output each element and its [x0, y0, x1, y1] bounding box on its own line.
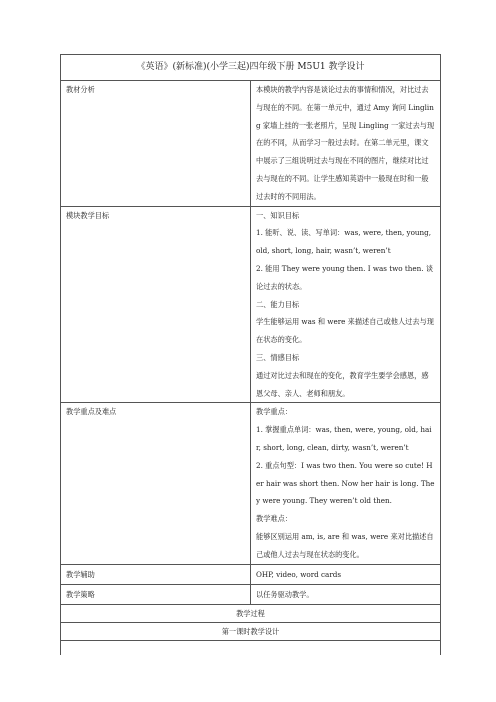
process-header-row: [61, 604, 441, 622]
goals-line-2: 1. 能听、说、读、写单词：was, were, then, young, old, short, long, hair, wasn’t, weren’t: [256, 228, 432, 256]
continuation-cell: [61, 640, 441, 655]
goals-line-4: 二、能力目标: [256, 299, 300, 309]
goals-content: [251, 206, 441, 403]
goals-line-1: 一、知识目标: [256, 210, 300, 220]
goals-line-6: 三、情感目标: [256, 352, 300, 362]
goals-label: 模块教学目标: [61, 206, 251, 403]
strategy-label: 教学策略: [61, 584, 251, 604]
key-points-row: [61, 403, 441, 564]
document-title: 《英语》(新标准)(小学三起)四年级下册 M5U1 教学设计: [61, 55, 441, 81]
key-line-2: 1. 掌握重点单词：was, then, were, young, old, hair, short, long, clean, dirty, wasn’t, weren’t: [256, 425, 432, 452]
aids-row: [61, 564, 441, 584]
continuation-row: [61, 640, 441, 655]
lesson-plan-table: [60, 54, 441, 655]
key-points-content: [251, 403, 441, 564]
strategy-content: 以任务驱动教学。: [251, 584, 441, 604]
goals-line-7: 通过对比过去和现在的变化，教育学生要学会感恩，感恩父母、亲人、老师和朋友。: [256, 370, 429, 398]
key-line-1: 教学重点：: [256, 407, 292, 417]
analysis-row: [61, 81, 441, 207]
aids-label: 教学辅助: [61, 564, 251, 584]
key-line-3: 2. 重点句型：I was two then. You were so cute! Her hair was short then. Now her hair is long. They were young. They weren’t old then.: [256, 460, 435, 506]
key-line-5: 能够区别运用 am, is, are 和 was, were 来对比描述自己或他人过去与现在状态的变化。: [256, 531, 434, 559]
goals-line-5: 学生能够运用 was 和 were 来描述自己或他人过去与现在状态的变化。: [256, 317, 434, 345]
analysis-label: 教材分析: [61, 81, 251, 207]
key-line-4: 教学难点：: [256, 514, 292, 524]
analysis-content: 本模块的教学内容是谈论过去的事情和情况，对比过去与现在的不同。在第一单元中，通过 Amy 询问 Lingling 家墙上挂的一张老照片，呈现 Lingling 一家过去与现在的不同，从而学习一般过去时。在第二单元里，课文中展示了三组说明过去与现在不同的图片，继续对比过去与现在的不同。让学生感知英语中一般现在时和一般过去时的不同用法。: [251, 81, 441, 207]
aids-content: OHP, video, word cards: [251, 564, 441, 584]
goals-line-3: 2. 能用 They were young then. I was two then. 谈论过去的状态。: [256, 263, 434, 291]
lesson-header: 第一课时教学设计: [61, 622, 441, 640]
strategy-row: [61, 584, 441, 604]
process-header: 教学过程: [61, 604, 441, 622]
title-row: [61, 55, 441, 81]
key-points-label: 教学重点及难点: [61, 403, 251, 564]
lesson-header-row: [61, 622, 441, 640]
goals-row: [61, 206, 441, 403]
